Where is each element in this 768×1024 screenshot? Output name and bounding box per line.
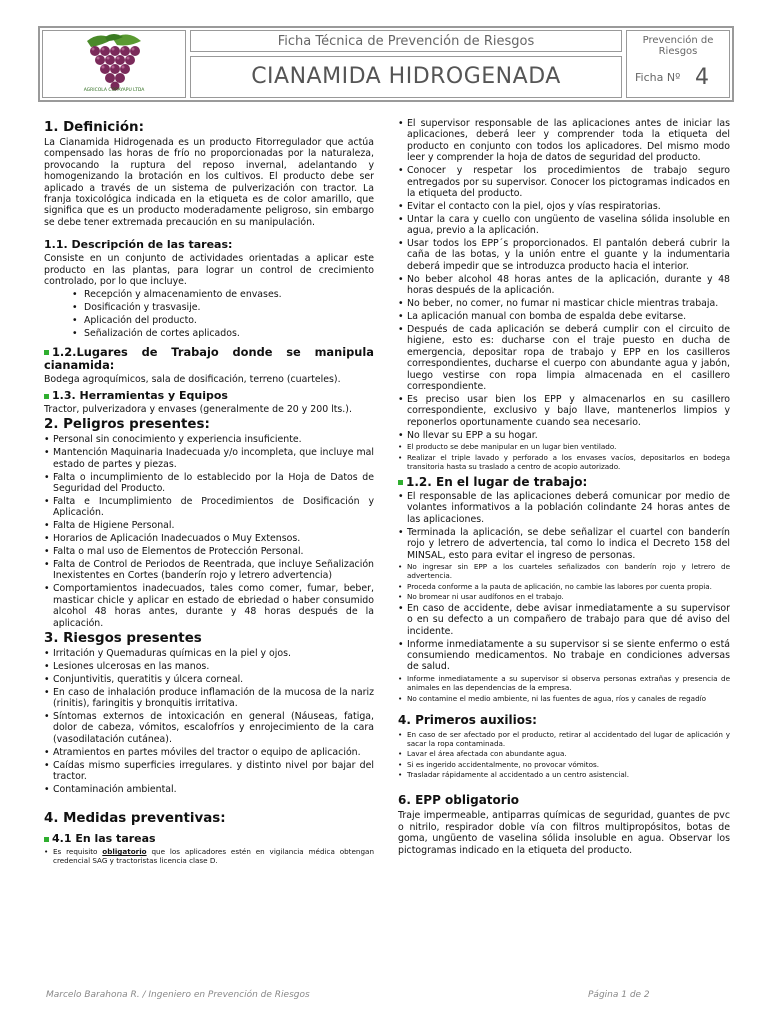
list-item: • Untar la cara y cuello con ungüento de vaselina sólida insoluble en agua, previo a la aplicación. bbox=[398, 214, 730, 237]
list-item: • En caso de accidente, debe avisar inmediatamente a su supervisor o en su defecto a un compañero de trabajo para que dé aviso del incidente. bbox=[398, 603, 730, 637]
list-item: • No beber alcohol 48 horas antes de la aplicación, durante y 48 horas después de la aplicación. bbox=[398, 274, 730, 297]
section-definicion-title: 1. Definición: bbox=[44, 120, 144, 135]
lugar-trabajo-list bbox=[398, 491, 730, 703]
ficha-number: 4 bbox=[695, 65, 709, 90]
list-item: • Es preciso usar bien los EPP y almacenarlos en su casillero correspondiente, exclusivo y bajo llave, mantenerlos limpios y reponerlos oportunamente cuando sea necesario. bbox=[398, 394, 730, 428]
list-item: • Falta de Higiene Personal. bbox=[44, 520, 374, 531]
list-item: • Caídas mismo superficies irregulares. y distinto nivel por bajar del tractor. bbox=[44, 760, 374, 783]
section-riesgos-title: 3. Riesgos presentes bbox=[44, 630, 202, 646]
list-item: • Conocer y respetar los procedimientos de trabajo seguro entregados por su supervisor. Conocer los pictogramas indicados en la etiqueta del producto. bbox=[398, 165, 730, 199]
section-primeros-auxilios-title: 4. Primeros auxilios: bbox=[398, 712, 537, 727]
footer-page-number: Página 1 de 2 bbox=[588, 990, 650, 1000]
list-item: • Recepción y almacenamiento de envases. bbox=[72, 289, 374, 300]
logo-text: AGRICOLA COPAYAPU LTDA bbox=[83, 88, 145, 93]
list-item: • Falta o incumplimiento de lo establecido por la Hoja de Datos de Seguridad del Producto. bbox=[44, 472, 374, 495]
footer-author: Marcelo Barahona R. / Ingeniero en Prevención de Riesgos bbox=[46, 990, 310, 1000]
left-column bbox=[44, 118, 374, 867]
list-item: • Falta o mal uso de Elementos de Protección Personal. bbox=[44, 546, 374, 557]
list-item: • No ingresar sin EPP a los cuarteles señalizados con banderín rojo y letrero de advertencia. bbox=[398, 562, 730, 580]
peligros-list bbox=[44, 434, 374, 629]
right-column bbox=[398, 118, 730, 858]
header-department: Prevención de Riesgos bbox=[642, 35, 714, 57]
list-item: • Síntomas externos de intoxicación en general (Náuseas, fatiga, dolor de cabeza, vómitos, escalofríos y enrojecimiento de la cara (vasodilatación cutánea). bbox=[44, 711, 374, 745]
list-item: • En caso de inhalación produce inflamación de la mucosa de la nariz (rinitis), faringitis y bronquitis irritativa. bbox=[44, 687, 374, 710]
list-item: • Realizar el triple lavado y perforado a los envases vacíos, depositarlos en bodega transitoria hasta su traslado a centro de acopio autorizado. bbox=[398, 453, 730, 471]
list-item: • Lavar el área afectada con abundante agua. bbox=[398, 749, 730, 758]
list-item: • Informe inmediatamente a su supervisor si se siente enfermo o está consumiendo medicamentos. No trabaje en condiciones adversas de salud. bbox=[398, 639, 730, 673]
primeros-auxilios-list bbox=[398, 730, 730, 780]
tareas-list bbox=[72, 289, 374, 339]
list-item: • Proceda conforme a la pauta de aplicación, no cambie las labores por cuenta propia. bbox=[398, 582, 730, 591]
requisito-pre: Es requisito bbox=[53, 847, 103, 857]
list-item: • Dosificación y trasvasije. bbox=[72, 302, 374, 313]
list-item: • Aplicación del producto. bbox=[72, 315, 374, 326]
list-item: • La aplicación manual con bomba de espalda debe evitarse. bbox=[398, 311, 730, 322]
list-item: • Comportamientos inadecuados, tales como comer, fumar, beber, masticar chicle y aplicar en estado de ebriedad o haber consumido alcohol 48 horas antes, durante y 48 horas después de la aplicación. bbox=[44, 583, 374, 629]
section-herramientas-title: 1.3. Herramientas y Equipos bbox=[44, 389, 374, 402]
list-item: • No contamine el medio ambiente, ni las fuentes de agua, ríos y canales de regadío bbox=[398, 694, 730, 703]
list-item: • Terminada la aplicación, se debe señalizar el cuartel con banderín rojo y letrero de advertencia, tal como lo indica el Decreto 158 del MINSAL, esto para evitar el ingreso de personas. bbox=[398, 527, 730, 561]
section-tareas-text: Consiste en un conjunto de actividades orientadas a aplicar este producto en las plantas, para lograr un control de crecimiento controlado, por lo que incluye. bbox=[44, 253, 374, 288]
list-item: • Conjuntivitis, queratitis y úlcera corneal. bbox=[44, 674, 374, 685]
section-medidas-title: 4. Medidas preventivas: bbox=[44, 811, 226, 827]
list-item: • El supervisor responsable de las aplicaciones antes de iniciar las aplicaciones, deberá leer y comprender toda la etiqueta del producto en conjunto con todos los aplicadores. Del mismo modo leer y comprender la hoja de datos de seguridad del producto. bbox=[398, 118, 730, 164]
list-item: • Contaminación ambiental. bbox=[44, 784, 374, 795]
section-herramientas-text: Tractor, pulverizadora y envases (generalmente de 20 y 200 lts.). bbox=[44, 404, 352, 415]
list-item: • Evitar el contacto con la piel, ojos y vías respiratorias. bbox=[398, 201, 730, 212]
section-lugares-title: 1.2.Lugares de Trabajo donde se manipula cianamida: bbox=[44, 344, 374, 372]
ficha-label: Ficha Nº bbox=[635, 71, 681, 84]
list-item: • Mantención Maquinaria Inadecuada y/o incompleta, que incluye mal estado de partes y piezas. bbox=[44, 447, 374, 470]
page-title: CIANAMIDA HIDROGENADA bbox=[190, 56, 622, 98]
section-epp-title: 6. EPP obligatorio bbox=[398, 793, 520, 808]
list-item: • Informe inmediatamente a su supervisor si observa personas extrañas y presencia de animales en las dependencias de la empresa. bbox=[398, 674, 730, 692]
list-item bbox=[44, 847, 374, 865]
header-subtitle: Ficha Técnica de Prevención de Riesgos bbox=[190, 30, 622, 52]
list-item: • El responsable de las aplicaciones deberá comunicar por medio de volantes informativos a la población colindante 24 horas antes de las aplicaciones. bbox=[398, 491, 730, 525]
section-tareas-title: 1.1. Descripción de las tareas: bbox=[44, 238, 233, 252]
obligatorio-word: obligatorio bbox=[102, 847, 147, 857]
list-item: • Después de cada aplicación se deberá cumplir con el circuito de higiene, esto es: ducharse con el traje puesto en ducha de emergencia, depositar ropa de trabajo y EPP en los casilleros correspondientes, ducharse el cuerpo con abundante agua y jabón, luego vestirse con ropa limpia almacenada en el casillero correspondiente. bbox=[398, 324, 730, 392]
list-item: • Señalización de cortes aplicados. bbox=[72, 328, 374, 339]
section-epp-text: Traje impermeable, antiparras químicas de seguridad, guantes de pvc o nitrilo, respirador doble vía con filtros multipropósitos, botas de goma, ungüento de vaselina sólida insoluble en agua. Observar los pictogramas indicado en la etiqueta del producto. bbox=[398, 810, 730, 856]
medidas-list bbox=[398, 118, 730, 471]
list-item: • No llevar su EPP a su hogar. bbox=[398, 430, 730, 441]
list-item: • No bromear ni usar audífonos en el trabajo. bbox=[398, 592, 730, 601]
list-item: • Trasladar rápidamente al accidentado a un centro asistencial. bbox=[398, 770, 730, 779]
riesgos-list bbox=[44, 648, 374, 795]
requisito-post: que los aplicadores estén en vigilancia médica obtengan credencial SAG y tractoristas licencia clase D. bbox=[53, 847, 374, 866]
en-tareas-list bbox=[44, 847, 374, 865]
list-item: • Atramientos en partes móviles del tractor o equipo de aplicación. bbox=[44, 747, 374, 758]
section-en-tareas-title: 4.1 En las tareas bbox=[44, 832, 374, 845]
list-item: • Personal sin conocimiento y experiencia insuficiente. bbox=[44, 434, 374, 445]
list-item: • Irritación y Quemaduras químicas en la piel y ojos. bbox=[44, 648, 374, 659]
list-item: • Usar todos los EPP´s proporcionados. El pantalón deberá cubrir la caña de las botas, y la unión entre el guante y la indumentaria deberá impedir que se introduzca producto hacia el interior. bbox=[398, 238, 730, 272]
section-definicion-text: La Cianamida Hidrogenada es un producto Fitorregulador que actúa compensado las horas de frío no proporcionadas por la naturaleza, provocando la ruptura del reposo invernal, adelantando y homogenizando la brotación en los cultivos. El producto debe ser aplicado a través de un sistema de pulverización con tractor. La franja toxicológica indicada en la etiqueta es de color amarillo, que significa que es un producto moderadamente peligroso, sin embargo se debe tener extremada precaución en su manipulación. bbox=[44, 137, 374, 228]
list-item: • Horarios de Aplicación Inadecuados o Muy Extensos. bbox=[44, 533, 374, 544]
list-item: • Falta de Control de Periodos de Reentrada, que incluye Señalización Inexistentes en Cortes (banderín rojo y letrero advertencia) bbox=[44, 559, 374, 582]
list-item: • Si es ingerido accidentalmente, no provocar vómitos. bbox=[398, 760, 730, 769]
list-item: • El producto se debe manipular en un lugar bien ventilado. bbox=[398, 442, 730, 451]
list-item: • No beber, no comer, no fumar ni masticar chicle mientras trabaja. bbox=[398, 298, 730, 309]
header bbox=[38, 26, 734, 102]
list-item: • Falta e Incumplimiento de Procedimientos de Dosificación y Aplicación. bbox=[44, 496, 374, 519]
company-logo bbox=[42, 30, 186, 98]
section-lugar-trabajo-title: 1.2. En el lugar de trabajo: bbox=[398, 476, 730, 489]
header-right-box bbox=[626, 30, 730, 98]
list-item: • En caso de ser afectado por el producto, retirar al accidentado del lugar de aplicación y sacar la ropa contaminada. bbox=[398, 730, 730, 748]
section-peligros-title: 2. Peligros presentes: bbox=[44, 417, 210, 433]
section-lugares-text: Bodega agroquímicos, sala de dosificación, terreno (cuarteles). bbox=[44, 373, 341, 385]
list-item: • Lesiones ulcerosas en las manos. bbox=[44, 661, 374, 672]
